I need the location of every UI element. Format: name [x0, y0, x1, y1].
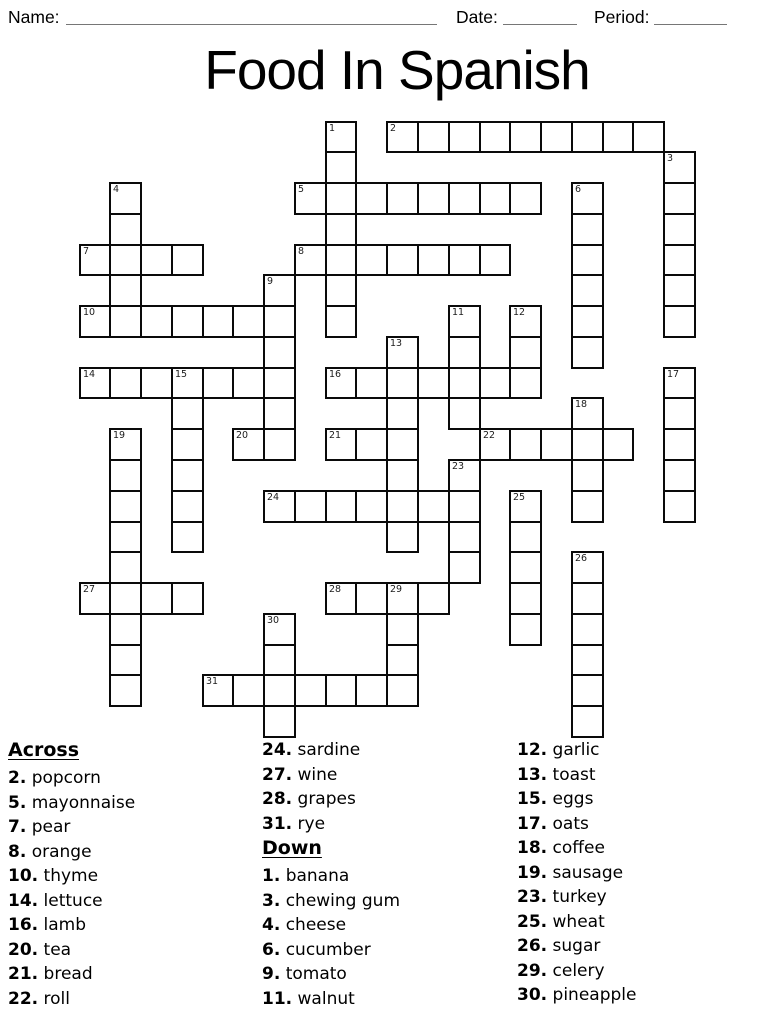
- cell-r12c8[interactable]: [325, 490, 357, 523]
- clue-number: 28.: [262, 789, 293, 809]
- clue-17: [517, 812, 769, 837]
- cell-r18c1[interactable]: [109, 674, 142, 707]
- clue-number: 23.: [517, 887, 548, 907]
- cell-r2c1[interactable]: [109, 182, 142, 215]
- clue-number: 20.: [8, 939, 39, 960]
- clue-number: 11.: [262, 988, 293, 1009]
- cell-r0c16[interactable]: [571, 121, 604, 153]
- cell-r19c6[interactable]: [263, 705, 296, 738]
- cell-r6c2[interactable]: [140, 305, 173, 338]
- clue-number: 21.: [8, 964, 39, 984]
- cell-r7c16[interactable]: [571, 336, 604, 369]
- cell-number: 16: [329, 369, 342, 380]
- clue-number: 3.: [262, 890, 281, 911]
- clues-column-3: [517, 738, 769, 1008]
- clue-text: banana: [285, 866, 350, 886]
- cell-r15c2[interactable]: [140, 582, 173, 615]
- clue-number: 26.: [517, 936, 548, 956]
- clue-number: 10.: [8, 866, 39, 886]
- cell-r13c3[interactable]: [171, 521, 204, 553]
- cell-r12c12[interactable]: [448, 490, 481, 523]
- cell-number: 11: [452, 307, 465, 318]
- clue-number: 4.: [262, 915, 281, 935]
- cell-r0c12[interactable]: [448, 121, 481, 153]
- cell-r8c12[interactable]: [448, 367, 481, 399]
- cell-r15c9[interactable]: [355, 582, 388, 615]
- cell-r6c1[interactable]: [109, 305, 142, 338]
- cell-r8c19[interactable]: [663, 367, 696, 399]
- cell-number: 29: [390, 584, 403, 595]
- clue-10: [8, 864, 260, 889]
- cell-r11c3[interactable]: [171, 459, 204, 492]
- cell-r15c14[interactable]: [509, 582, 542, 615]
- cell-r4c7[interactable]: [294, 244, 327, 276]
- cell-r6c12[interactable]: [448, 305, 481, 338]
- cell-number: 23: [452, 461, 465, 472]
- cell-r0c17[interactable]: [602, 121, 634, 153]
- cell-r10c14[interactable]: [509, 428, 542, 461]
- clue-27: [262, 763, 514, 788]
- cell-number: 21: [329, 430, 342, 441]
- clue-text: walnut: [297, 988, 355, 1009]
- cell-number: 3: [667, 153, 674, 164]
- cell-number: 26: [575, 553, 588, 564]
- clue-24: [262, 738, 514, 763]
- clue-1: [262, 864, 514, 889]
- cell-r7c6[interactable]: [263, 336, 296, 369]
- cell-r8c10[interactable]: [386, 367, 419, 399]
- cell-r6c3[interactable]: [171, 305, 204, 338]
- cell-r12c9[interactable]: [355, 490, 388, 523]
- cell-r4c9[interactable]: [355, 244, 388, 276]
- cell-r15c1[interactable]: [109, 582, 142, 615]
- cell-r4c2[interactable]: [140, 244, 173, 276]
- cell-r10c3[interactable]: [171, 428, 204, 461]
- cell-r17c10[interactable]: [386, 644, 419, 676]
- clue-text: cheese: [285, 915, 347, 935]
- clues-column-1: [8, 738, 260, 1011]
- cell-r13c10[interactable]: [386, 521, 419, 553]
- clue-text: eggs: [552, 789, 594, 809]
- cell-r15c16[interactable]: [571, 582, 604, 615]
- cell-number: 9: [267, 276, 274, 287]
- cell-r18c10[interactable]: [386, 674, 419, 707]
- cell-r3c19[interactable]: [663, 213, 696, 246]
- cell-r1c8[interactable]: [325, 151, 357, 184]
- cell-r19c16[interactable]: [571, 705, 604, 738]
- cell-r8c3[interactable]: [171, 367, 204, 399]
- clue-text: wine: [297, 764, 338, 785]
- cell-r10c5[interactable]: [232, 428, 265, 461]
- cell-r18c8[interactable]: [325, 674, 357, 707]
- cell-r18c7[interactable]: [294, 674, 327, 707]
- cell-r2c19[interactable]: [663, 182, 696, 215]
- clue-23: [517, 885, 769, 910]
- clue-text: cucumber: [285, 939, 371, 960]
- clue-text: pineapple: [552, 985, 637, 1005]
- page-title: Food In Spanish: [204, 39, 590, 101]
- cell-number: 6: [575, 184, 582, 195]
- clue-number: 27.: [262, 764, 293, 785]
- clue-text: roll: [43, 988, 70, 1009]
- cell-r4c12[interactable]: [448, 244, 481, 276]
- clue-22: [8, 987, 260, 1012]
- cell-r4c1[interactable]: [109, 244, 142, 276]
- clue-number: 16.: [8, 915, 39, 935]
- cell-r17c6[interactable]: [263, 644, 296, 676]
- cell-r13c1[interactable]: [109, 521, 142, 553]
- clue-text: celery: [552, 960, 605, 981]
- clue-text: chewing gum: [285, 890, 401, 911]
- cell-r9c19[interactable]: [663, 397, 696, 430]
- cell-r17c1[interactable]: [109, 644, 142, 676]
- cell-r13c12[interactable]: [448, 521, 481, 553]
- cell-r8c1[interactable]: [109, 367, 142, 399]
- cell-number: 12: [513, 307, 526, 318]
- cell-r12c6[interactable]: [263, 490, 296, 523]
- clue-13: [517, 763, 769, 788]
- clue-number: 17.: [517, 813, 548, 834]
- cell-number: 24: [267, 492, 280, 503]
- clue-14: [8, 889, 260, 914]
- clues-column-2: [262, 738, 514, 1011]
- cell-number: 19: [113, 430, 126, 441]
- cell-r14c1[interactable]: [109, 551, 142, 584]
- clue-18: [517, 836, 769, 861]
- cell-r4c10[interactable]: [386, 244, 419, 276]
- clue-text: coffee: [552, 838, 605, 858]
- clue-21: [8, 962, 260, 987]
- clue-number: 19.: [517, 862, 548, 883]
- cell-r11c16[interactable]: [571, 459, 604, 492]
- clue-number: 5.: [8, 792, 27, 813]
- cell-number: 8: [298, 246, 305, 257]
- cell-r7c10[interactable]: [386, 336, 419, 369]
- cell-r10c15[interactable]: [540, 428, 573, 461]
- cell-number: 1: [329, 123, 336, 134]
- clue-number: 12.: [517, 740, 548, 760]
- clue-number: 24.: [262, 740, 293, 760]
- cell-r5c8[interactable]: [325, 274, 357, 307]
- cell-r15c10[interactable]: [386, 582, 419, 615]
- cell-r16c1[interactable]: [109, 613, 142, 646]
- cell-r8c11[interactable]: [417, 367, 450, 399]
- clue-5: [8, 791, 260, 816]
- cell-r2c8[interactable]: [325, 182, 357, 215]
- cell-number: 13: [390, 338, 403, 349]
- cell-r6c5[interactable]: [232, 305, 265, 338]
- clue-text: lamb: [43, 915, 87, 935]
- clue-text: turkey: [552, 887, 607, 907]
- cell-number: 15: [175, 369, 188, 380]
- cell-r3c1[interactable]: [109, 213, 142, 246]
- cell-r2c14[interactable]: [509, 182, 542, 215]
- cell-number: 7: [83, 246, 90, 257]
- clue-text: sugar: [552, 936, 601, 956]
- cell-r2c13[interactable]: [479, 182, 511, 215]
- cell-r3c16[interactable]: [571, 213, 604, 246]
- cell-r6c19[interactable]: [663, 305, 696, 338]
- cell-r15c3[interactable]: [171, 582, 204, 615]
- cell-r6c4[interactable]: [202, 305, 234, 338]
- clue-6: [262, 938, 514, 963]
- cell-r2c9[interactable]: [355, 182, 388, 215]
- cell-r8c14[interactable]: [509, 367, 542, 399]
- cell-r2c16[interactable]: [571, 182, 604, 215]
- cell-r11c1[interactable]: [109, 459, 142, 492]
- cell-r10c8[interactable]: [325, 428, 357, 461]
- cell-r16c10[interactable]: [386, 613, 419, 646]
- cell-number: 18: [575, 399, 588, 410]
- cell-r2c10[interactable]: [386, 182, 419, 215]
- cell-r0c14[interactable]: [509, 121, 542, 153]
- cell-r4c13[interactable]: [479, 244, 511, 276]
- clue-number: 25.: [517, 911, 548, 932]
- clue-2: [8, 766, 260, 791]
- cell-r5c19[interactable]: [663, 274, 696, 307]
- clue-number: 15.: [517, 789, 548, 809]
- clue-12: [517, 738, 769, 763]
- cell-r16c6[interactable]: [263, 613, 296, 646]
- cell-r16c14[interactable]: [509, 613, 542, 646]
- name-label: Name:: [8, 7, 60, 27]
- clue-text: mayonnaise: [31, 792, 136, 813]
- cell-r11c12[interactable]: [448, 459, 481, 492]
- cell-r4c0[interactable]: [79, 244, 111, 276]
- cell-r0c13[interactable]: [479, 121, 511, 153]
- clue-number: 8.: [8, 841, 27, 862]
- cell-r10c17[interactable]: [602, 428, 634, 461]
- cell-r1c19[interactable]: [663, 151, 696, 184]
- cell-r12c16[interactable]: [571, 490, 604, 523]
- clue-text: popcorn: [31, 768, 101, 788]
- cell-r8c13[interactable]: [479, 367, 511, 399]
- cell-number: 27: [83, 584, 96, 595]
- cell-r10c19[interactable]: [663, 428, 696, 461]
- cell-r4c19[interactable]: [663, 244, 696, 276]
- clue-number: 31.: [262, 813, 293, 834]
- cell-number: 4: [113, 184, 120, 195]
- cell-r11c10[interactable]: [386, 459, 419, 492]
- cell-r11c19[interactable]: [663, 459, 696, 492]
- cell-r10c10[interactable]: [386, 428, 419, 461]
- clue-4: [262, 913, 514, 938]
- cell-r9c3[interactable]: [171, 397, 204, 430]
- clue-28: [262, 787, 514, 812]
- cell-r10c1[interactable]: [109, 428, 142, 461]
- clue-15: [517, 787, 769, 812]
- cell-r15c0[interactable]: [79, 582, 111, 615]
- clue-text: orange: [31, 841, 92, 862]
- cell-r18c16[interactable]: [571, 674, 604, 707]
- cell-r10c9[interactable]: [355, 428, 388, 461]
- cell-r13c14[interactable]: [509, 521, 542, 553]
- clue-3: [262, 889, 514, 914]
- clue-number: 2.: [8, 768, 27, 788]
- clue-31: [262, 812, 514, 837]
- cell-r9c12[interactable]: [448, 397, 481, 430]
- cell-r15c11[interactable]: [417, 582, 450, 615]
- clue-text: wheat: [552, 911, 605, 932]
- clue-number: 1.: [262, 866, 281, 886]
- clue-number: 6.: [262, 939, 281, 960]
- cell-r8c4[interactable]: [202, 367, 234, 399]
- cell-r12c1[interactable]: [109, 490, 142, 523]
- cell-r7c14[interactable]: [509, 336, 542, 369]
- clue-text: garlic: [552, 740, 600, 760]
- cell-number: 5: [298, 184, 305, 195]
- cell-r18c6[interactable]: [263, 674, 296, 707]
- cell-r9c6[interactable]: [263, 397, 296, 430]
- cell-r2c11[interactable]: [417, 182, 450, 215]
- clue-8: [8, 840, 260, 865]
- clue-text: pear: [31, 817, 71, 837]
- cell-number: 30: [267, 615, 280, 626]
- cell-r6c14[interactable]: [509, 305, 542, 338]
- cell-r8c8[interactable]: [325, 367, 357, 399]
- cell-r4c16[interactable]: [571, 244, 604, 276]
- clue-20: [8, 938, 260, 963]
- cell-r6c6[interactable]: [263, 305, 296, 338]
- clue-30: [517, 983, 769, 1008]
- cell-r12c14[interactable]: [509, 490, 542, 523]
- cell-r14c14[interactable]: [509, 551, 542, 584]
- cell-r6c0[interactable]: [79, 305, 111, 338]
- clue-number: 30.: [517, 985, 548, 1005]
- clue-19: [517, 861, 769, 886]
- clue-text: sardine: [297, 740, 361, 760]
- clue-number: 22.: [8, 988, 39, 1009]
- cell-r14c16[interactable]: [571, 551, 604, 584]
- clue-text: bread: [43, 964, 93, 984]
- cell-r5c6[interactable]: [263, 274, 296, 307]
- cell-r9c16[interactable]: [571, 397, 604, 430]
- clue-7: [8, 815, 260, 840]
- clue-25: [517, 910, 769, 935]
- clue-number: 14.: [8, 890, 39, 911]
- cell-r0c8[interactable]: [325, 121, 357, 153]
- cell-r12c10[interactable]: [386, 490, 419, 523]
- date-label: Date:: [456, 7, 498, 27]
- cell-r2c12[interactable]: [448, 182, 481, 215]
- cell-r18c5[interactable]: [232, 674, 265, 707]
- clue-text: lettuce: [43, 890, 103, 911]
- cell-r18c4[interactable]: [202, 674, 234, 707]
- cell-r0c11[interactable]: [417, 121, 450, 153]
- cell-r0c18[interactable]: [632, 121, 665, 153]
- cell-r7c12[interactable]: [448, 336, 481, 369]
- cell-r8c9[interactable]: [355, 367, 388, 399]
- cell-number: 31: [206, 676, 219, 687]
- clue-11: [262, 987, 514, 1012]
- clue-text: rye: [297, 813, 326, 834]
- cell-r12c7[interactable]: [294, 490, 327, 523]
- clue-text: tea: [43, 939, 72, 960]
- clue-text: tomato: [285, 964, 347, 984]
- cell-number: 28: [329, 584, 342, 595]
- clue-number: 7.: [8, 817, 27, 837]
- across-heading: Across: [8, 739, 80, 761]
- cell-r0c10[interactable]: [386, 121, 419, 153]
- clue-text: thyme: [43, 866, 99, 886]
- clue-number: 13.: [517, 764, 548, 785]
- clue-number: 18.: [517, 838, 548, 858]
- cell-number: 17: [667, 369, 680, 380]
- cell-r10c6[interactable]: [263, 428, 296, 461]
- cell-r6c8[interactable]: [325, 305, 357, 338]
- cell-r9c10[interactable]: [386, 397, 419, 430]
- cell-number: 20: [236, 430, 249, 441]
- cell-number: 22: [483, 430, 496, 441]
- cell-r4c11[interactable]: [417, 244, 450, 276]
- cell-r12c11[interactable]: [417, 490, 450, 523]
- clue-text: toast: [552, 764, 596, 785]
- cell-number: 14: [83, 369, 96, 380]
- clue-9: [262, 962, 514, 987]
- cell-r0c15[interactable]: [540, 121, 573, 153]
- cell-r2c7[interactable]: [294, 182, 327, 215]
- down-heading: Down: [262, 837, 322, 859]
- cell-r17c16[interactable]: [571, 644, 604, 676]
- cell-r15c8[interactable]: [325, 582, 357, 615]
- cell-r16c16[interactable]: [571, 613, 604, 646]
- cell-number: 2: [390, 123, 397, 134]
- clue-text: oats: [552, 813, 589, 834]
- cell-r8c2[interactable]: [140, 367, 173, 399]
- cell-r6c16[interactable]: [571, 305, 604, 338]
- cell-r8c0[interactable]: [79, 367, 111, 399]
- cell-r18c9[interactable]: [355, 674, 388, 707]
- cell-r10c13[interactable]: [479, 428, 511, 461]
- clue-number: 9.: [262, 964, 281, 984]
- clue-29: [517, 959, 769, 984]
- clue-16: [8, 913, 260, 938]
- cell-r12c19[interactable]: [663, 490, 696, 523]
- cell-r5c1[interactable]: [109, 274, 142, 307]
- clue-text: grapes: [297, 789, 356, 809]
- clue-text: sausage: [552, 862, 624, 883]
- cell-r8c5[interactable]: [232, 367, 265, 399]
- cell-r8c6[interactable]: [263, 367, 296, 399]
- cell-r4c3[interactable]: [171, 244, 204, 276]
- cell-r4c8[interactable]: [325, 244, 357, 276]
- cell-r14c12[interactable]: [448, 551, 481, 584]
- clue-26: [517, 934, 769, 959]
- cell-r10c16[interactable]: [571, 428, 604, 461]
- clue-number: 29.: [517, 960, 548, 981]
- cell-number: 10: [83, 307, 96, 318]
- cell-r12c3[interactable]: [171, 490, 204, 523]
- cell-r3c8[interactable]: [325, 213, 357, 246]
- cell-number: 25: [513, 492, 526, 503]
- cell-r5c16[interactable]: [571, 274, 604, 307]
- period-label: Period:: [594, 7, 650, 27]
